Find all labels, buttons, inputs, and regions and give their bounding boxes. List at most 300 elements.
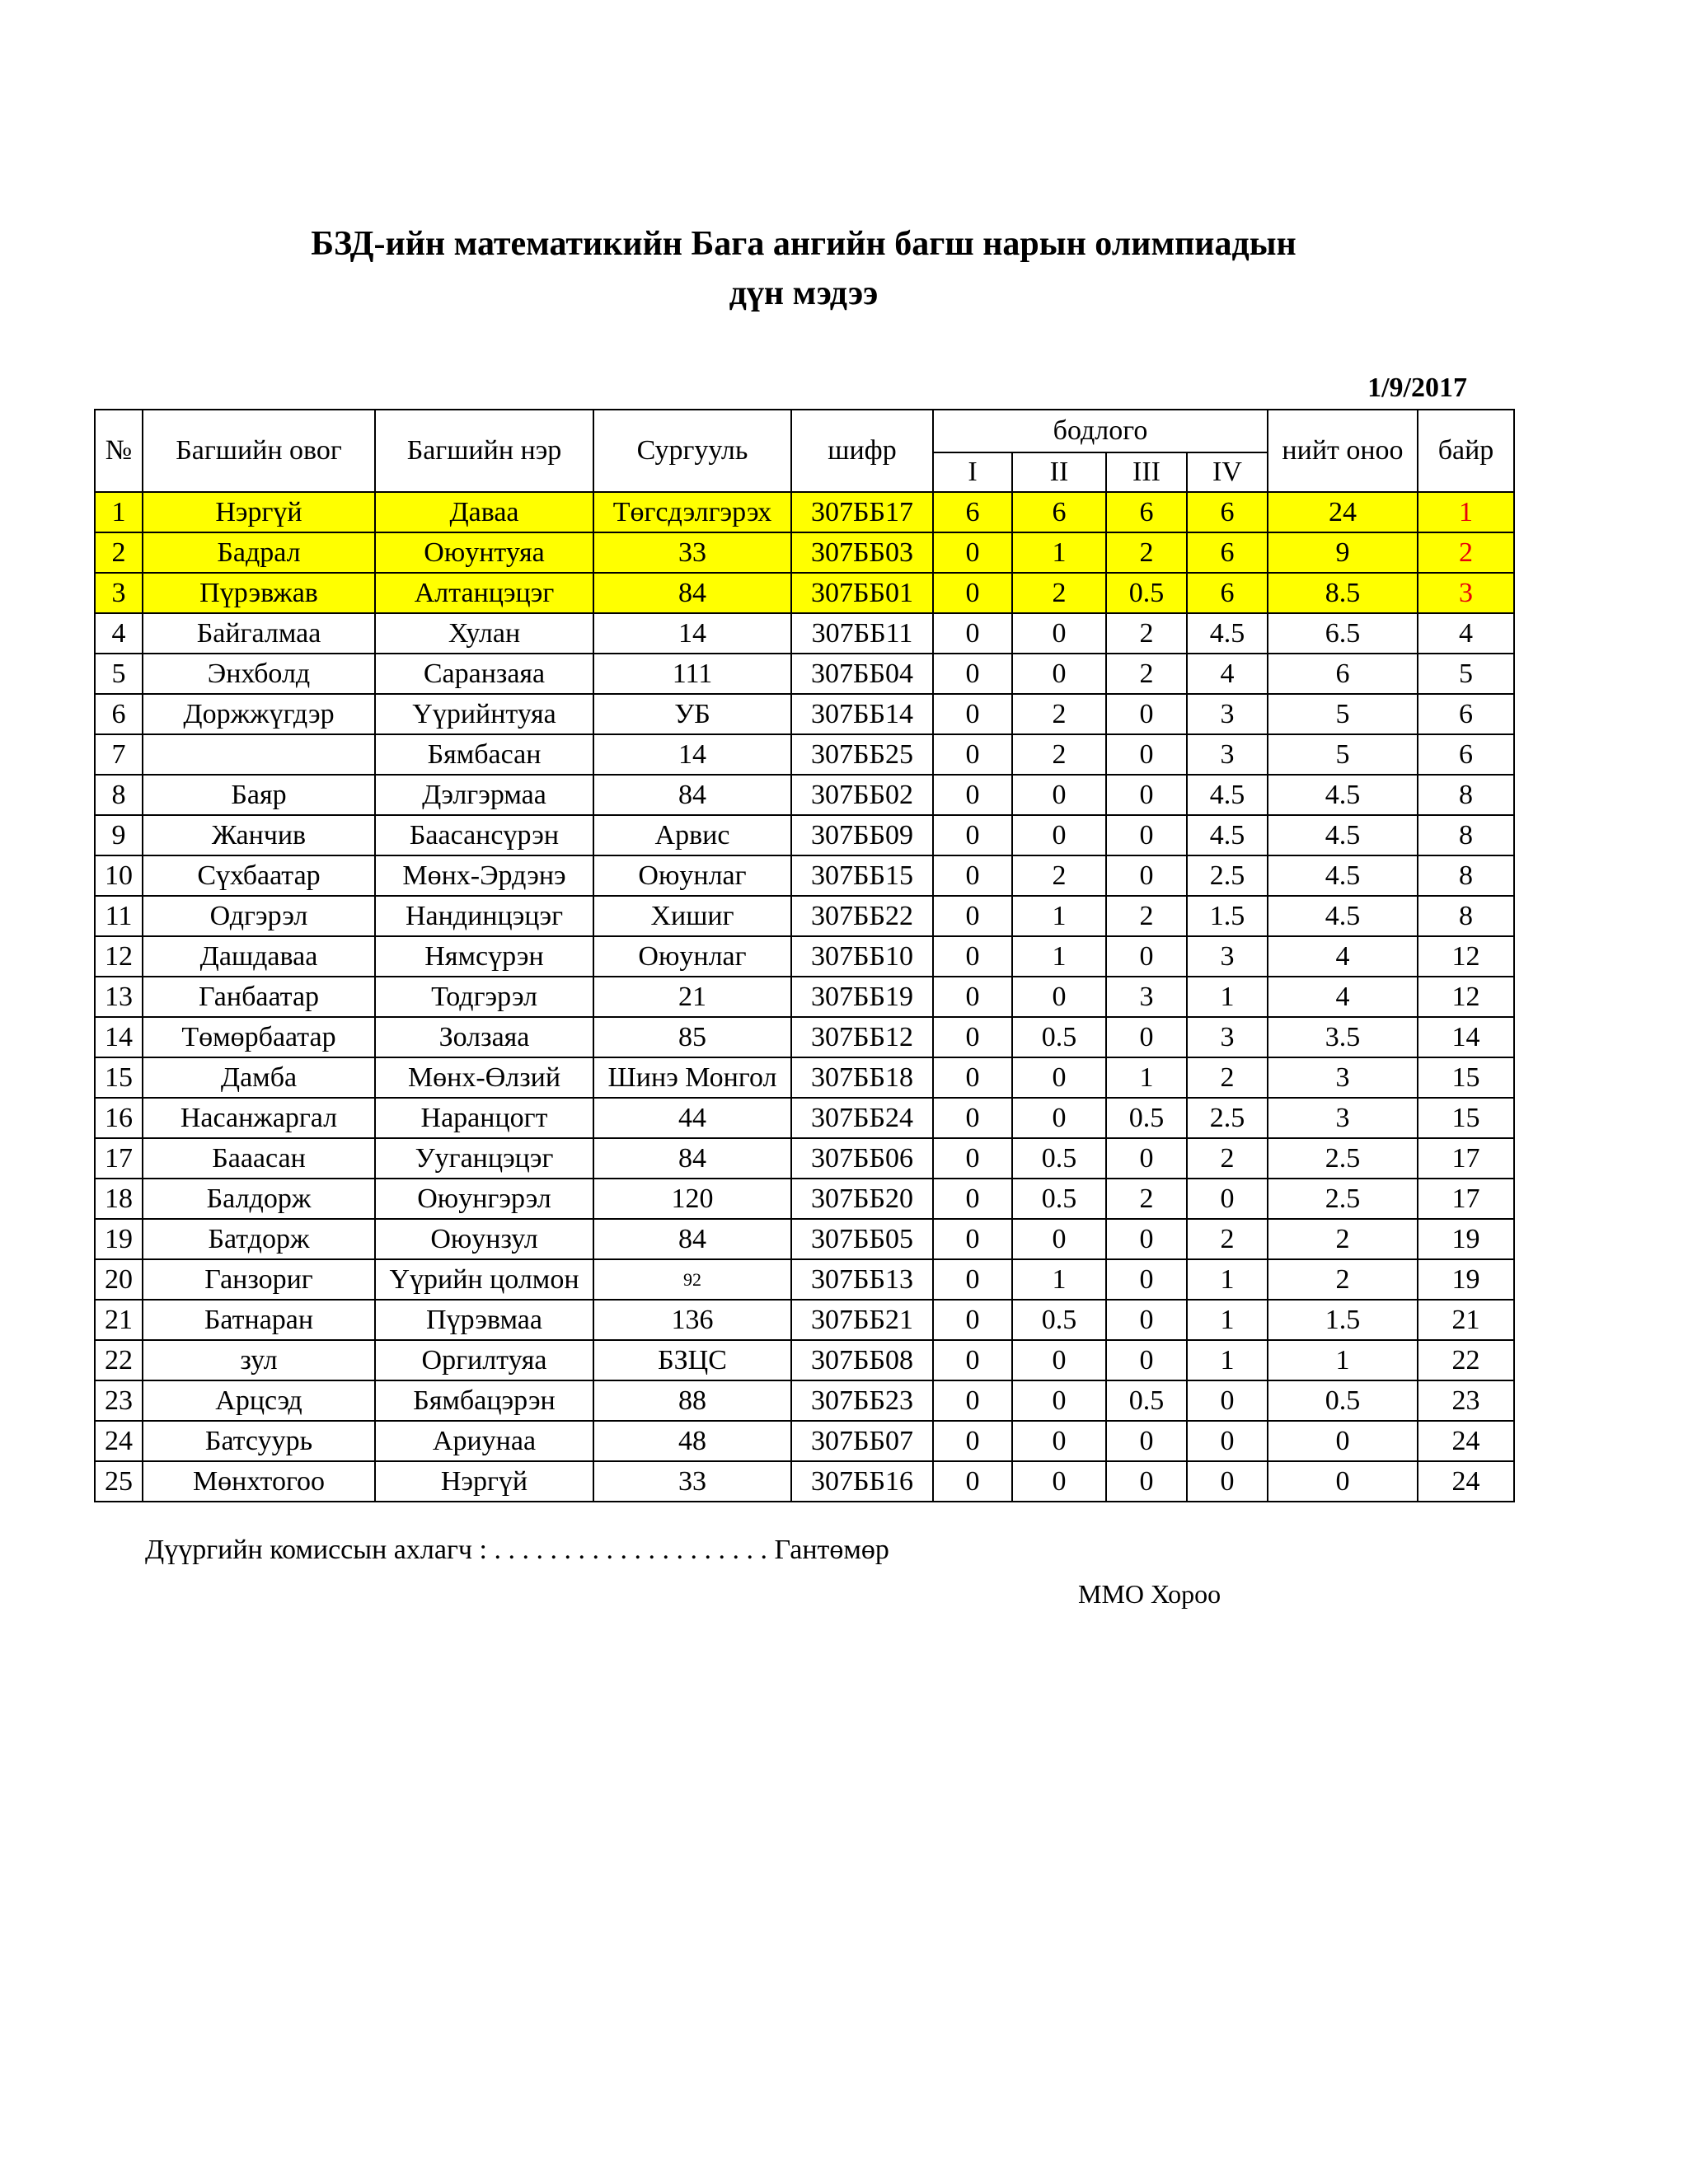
- cell-school: 84: [593, 1138, 791, 1179]
- cell-name: Үүрийн цолмон: [375, 1259, 593, 1300]
- cell-name: Нэргүй: [375, 1461, 593, 1502]
- cell-problem-3: 0: [1106, 1300, 1187, 1340]
- cell-total: 4.5: [1268, 896, 1418, 936]
- cell-surname: Доржжүгдэр: [143, 694, 375, 734]
- cell-rank: 23: [1418, 1380, 1514, 1421]
- cell-problem-4: 3: [1187, 734, 1268, 775]
- table-row: [95, 654, 1514, 694]
- cell-surname: Нэргүй: [143, 492, 375, 532]
- cell-name: Мөнх-Эрдэнэ: [375, 855, 593, 896]
- cell-rank: 6: [1418, 734, 1514, 775]
- cell-rank: 19: [1418, 1259, 1514, 1300]
- cell-surname: Мөнхтогоо: [143, 1461, 375, 1502]
- cell-code: 307ББ24: [791, 1098, 933, 1138]
- cell-problem-1: 0: [933, 775, 1012, 815]
- cell-problem-2: 0: [1012, 1461, 1106, 1502]
- cell-surname: Баяр: [143, 775, 375, 815]
- cell-rank: 8: [1418, 775, 1514, 815]
- cell-surname: Насанжаргал: [143, 1098, 375, 1138]
- cell-total: 4: [1268, 936, 1418, 977]
- cell-surname: Батдорж: [143, 1219, 375, 1259]
- cell-problem-2: 0.5: [1012, 1138, 1106, 1179]
- cell-problem-1: 0: [933, 855, 1012, 896]
- cell-problem-3: 0: [1106, 734, 1187, 775]
- table-row: [95, 1421, 1514, 1461]
- table-row: [95, 1300, 1514, 1340]
- cell-total: 3: [1268, 1098, 1418, 1138]
- cell-problem-2: 1: [1012, 1259, 1106, 1300]
- cell-problem-4: 6: [1187, 573, 1268, 613]
- cell-problem-1: 0: [933, 1259, 1012, 1300]
- cell-problem-3: 2: [1106, 896, 1187, 936]
- cell-name: Оргилтуяа: [375, 1340, 593, 1380]
- cell-problem-3: 6: [1106, 492, 1187, 532]
- table-row: [95, 896, 1514, 936]
- cell-surname: Батсуурь: [143, 1421, 375, 1461]
- cell-code: 307ББ03: [791, 532, 933, 573]
- table-row: [95, 1138, 1514, 1179]
- cell-code: 307ББ02: [791, 775, 933, 815]
- row-number: 25: [95, 1461, 143, 1502]
- cell-surname: Сүхбаатар: [143, 855, 375, 896]
- header-problems: бодлого: [933, 410, 1268, 452]
- row-number: 22: [95, 1340, 143, 1380]
- cell-problem-4: 2: [1187, 1138, 1268, 1179]
- document-subtitle: дүн мэдээ: [729, 274, 879, 312]
- cell-school: 85: [593, 1017, 791, 1057]
- cell-name: Хулан: [375, 613, 593, 654]
- cell-problem-2: 0: [1012, 1421, 1106, 1461]
- cell-code: 307ББ08: [791, 1340, 933, 1380]
- cell-problem-2: 0: [1012, 1057, 1106, 1098]
- cell-code: 307ББ15: [791, 855, 933, 896]
- header-surname: Багшийн овог: [143, 410, 375, 492]
- cell-total: 8.5: [1268, 573, 1418, 613]
- table-row: [95, 855, 1514, 896]
- cell-problem-1: 0: [933, 694, 1012, 734]
- cell-code: 307ББ13: [791, 1259, 933, 1300]
- cell-problem-2: 0.5: [1012, 1179, 1106, 1219]
- cell-problem-4: 0: [1187, 1461, 1268, 1502]
- cell-problem-2: 0: [1012, 1219, 1106, 1259]
- row-number: 21: [95, 1300, 143, 1340]
- cell-name: Наранцогт: [375, 1098, 593, 1138]
- cell-name: Даваа: [375, 492, 593, 532]
- cell-code: 307ББ07: [791, 1421, 933, 1461]
- cell-problem-4: 0: [1187, 1179, 1268, 1219]
- cell-problem-3: 0.5: [1106, 1380, 1187, 1421]
- row-number: 15: [95, 1057, 143, 1098]
- cell-name: Дэлгэрмаа: [375, 775, 593, 815]
- cell-surname: Ганбаатар: [143, 977, 375, 1017]
- cell-problem-1: 0: [933, 1421, 1012, 1461]
- cell-total: 5: [1268, 694, 1418, 734]
- cell-problem-4: 1: [1187, 1259, 1268, 1300]
- cell-problem-4: 4.5: [1187, 815, 1268, 855]
- cell-name: Алтанцэцэг: [375, 573, 593, 613]
- table-row: [95, 977, 1514, 1017]
- row-number: 8: [95, 775, 143, 815]
- header-problem-2: II: [1012, 452, 1106, 492]
- cell-problem-3: 0: [1106, 936, 1187, 977]
- table-row: [95, 573, 1514, 613]
- cell-rank: 14: [1418, 1017, 1514, 1057]
- cell-surname: Балдорж: [143, 1179, 375, 1219]
- cell-code: 307ББ14: [791, 694, 933, 734]
- cell-rank: 15: [1418, 1057, 1514, 1098]
- cell-problem-4: 2.5: [1187, 855, 1268, 896]
- cell-surname: Пүрэвжав: [143, 573, 375, 613]
- cell-school: 92: [593, 1259, 791, 1300]
- cell-problem-4: 1: [1187, 1340, 1268, 1380]
- cell-problem-1: 0: [933, 1219, 1012, 1259]
- table-row: [95, 936, 1514, 977]
- cell-rank: 8: [1418, 855, 1514, 896]
- cell-code: 307ББ10: [791, 936, 933, 977]
- cell-problem-2: 0: [1012, 1340, 1106, 1380]
- cell-surname: Жанчив: [143, 815, 375, 855]
- row-number: 11: [95, 896, 143, 936]
- cell-problem-1: 0: [933, 1340, 1012, 1380]
- cell-school: 84: [593, 1219, 791, 1259]
- cell-surname: Бааасан: [143, 1138, 375, 1179]
- cell-problem-3: 0: [1106, 775, 1187, 815]
- cell-problem-3: 2: [1106, 1179, 1187, 1219]
- cell-surname: зул: [143, 1340, 375, 1380]
- cell-problem-3: 0.5: [1106, 573, 1187, 613]
- cell-code: 307ББ06: [791, 1138, 933, 1179]
- cell-name: Ууганцэцэг: [375, 1138, 593, 1179]
- cell-problem-3: 2: [1106, 532, 1187, 573]
- cell-code: 307ББ12: [791, 1017, 933, 1057]
- cell-total: 9: [1268, 532, 1418, 573]
- row-number: 4: [95, 613, 143, 654]
- cell-rank: 15: [1418, 1098, 1514, 1138]
- cell-problem-3: 0: [1106, 855, 1187, 896]
- table-row: [95, 1259, 1514, 1300]
- cell-problem-2: 0: [1012, 815, 1106, 855]
- cell-school: 88: [593, 1380, 791, 1421]
- row-number: 24: [95, 1421, 143, 1461]
- cell-rank: 8: [1418, 896, 1514, 936]
- cell-problem-2: 0: [1012, 613, 1106, 654]
- cell-surname: Дашдаваа: [143, 936, 375, 977]
- cell-school: Оюунлаг: [593, 855, 791, 896]
- cell-surname: Арцсэд: [143, 1380, 375, 1421]
- cell-problem-1: 0: [933, 1300, 1012, 1340]
- row-number: 9: [95, 815, 143, 855]
- table-row: [95, 532, 1514, 573]
- cell-name: Бямбасан: [375, 734, 593, 775]
- row-number: 14: [95, 1017, 143, 1057]
- row-number: 19: [95, 1219, 143, 1259]
- cell-rank: 2: [1418, 532, 1514, 573]
- cell-problem-1: 0: [933, 1138, 1012, 1179]
- results-body: [95, 492, 1514, 1502]
- row-number: 12: [95, 936, 143, 977]
- cell-problem-3: 3: [1106, 977, 1187, 1017]
- cell-name: Үүрийнтуяа: [375, 694, 593, 734]
- cell-school: Хишиг: [593, 896, 791, 936]
- cell-school: 14: [593, 734, 791, 775]
- header-name: Багшийн нэр: [375, 410, 593, 492]
- cell-problem-3: 0: [1106, 1138, 1187, 1179]
- cell-school: 21: [593, 977, 791, 1017]
- cell-name: Нямсүрэн: [375, 936, 593, 977]
- cell-problem-3: 0: [1106, 815, 1187, 855]
- header-code: шифр: [791, 410, 933, 492]
- cell-problem-1: 0: [933, 654, 1012, 694]
- row-number: 7: [95, 734, 143, 775]
- cell-problem-2: 0: [1012, 775, 1106, 815]
- cell-problem-3: 0: [1106, 1421, 1187, 1461]
- table-row: [95, 734, 1514, 775]
- cell-problem-2: 1: [1012, 532, 1106, 573]
- cell-problem-2: 2: [1012, 855, 1106, 896]
- cell-problem-1: 0: [933, 734, 1012, 775]
- cell-problem-1: 0: [933, 573, 1012, 613]
- cell-problem-2: 1: [1012, 896, 1106, 936]
- cell-code: 307ББ01: [791, 573, 933, 613]
- table-row: [95, 815, 1514, 855]
- cell-total: 1: [1268, 1340, 1418, 1380]
- cell-problem-3: 0: [1106, 694, 1187, 734]
- cell-total: 3: [1268, 1057, 1418, 1098]
- cell-problem-1: 6: [933, 492, 1012, 532]
- cell-problem-1: 0: [933, 1380, 1012, 1421]
- cell-problem-3: 2: [1106, 613, 1187, 654]
- row-number: 16: [95, 1098, 143, 1138]
- cell-problem-1: 0: [933, 1179, 1012, 1219]
- cell-problem-4: 4.5: [1187, 775, 1268, 815]
- table-row: [95, 1057, 1514, 1098]
- cell-total: 0: [1268, 1421, 1418, 1461]
- cell-problem-2: 0: [1012, 1098, 1106, 1138]
- cell-total: 4.5: [1268, 815, 1418, 855]
- cell-problem-3: 0: [1106, 1340, 1187, 1380]
- header-school: Сургууль: [593, 410, 791, 492]
- cell-total: 3.5: [1268, 1017, 1418, 1057]
- cell-problem-3: 0: [1106, 1461, 1187, 1502]
- cell-problem-2: 0: [1012, 977, 1106, 1017]
- cell-problem-3: 1: [1106, 1057, 1187, 1098]
- cell-problem-4: 0: [1187, 1380, 1268, 1421]
- commission-signature-line: Дүүргийн комиссын ахлагч : . . . . . . . . . . . . . . . . . . . . Гантөмөр: [145, 1535, 889, 1565]
- cell-name: Золзаяа: [375, 1017, 593, 1057]
- cell-surname: Батнаран: [143, 1300, 375, 1340]
- cell-rank: 22: [1418, 1340, 1514, 1380]
- cell-problem-2: 0.5: [1012, 1017, 1106, 1057]
- row-number: 13: [95, 977, 143, 1017]
- cell-school: 84: [593, 775, 791, 815]
- cell-problem-4: 6: [1187, 492, 1268, 532]
- row-number: 5: [95, 654, 143, 694]
- cell-rank: 12: [1418, 936, 1514, 977]
- cell-rank: 24: [1418, 1421, 1514, 1461]
- cell-surname: [143, 734, 375, 775]
- cell-rank: 12: [1418, 977, 1514, 1017]
- cell-rank: 1: [1418, 492, 1514, 532]
- cell-problem-2: 1: [1012, 936, 1106, 977]
- cell-surname: Ганзориг: [143, 1259, 375, 1300]
- cell-rank: 17: [1418, 1179, 1514, 1219]
- cell-problem-1: 0: [933, 1017, 1012, 1057]
- table-row: [95, 1380, 1514, 1421]
- cell-rank: 21: [1418, 1300, 1514, 1340]
- cell-problem-2: 2: [1012, 734, 1106, 775]
- cell-school: БЗЦС: [593, 1340, 791, 1380]
- row-number: 23: [95, 1380, 143, 1421]
- cell-problem-4: 3: [1187, 694, 1268, 734]
- cell-problem-4: 4: [1187, 654, 1268, 694]
- cell-school: 33: [593, 532, 791, 573]
- cell-code: 307ББ20: [791, 1179, 933, 1219]
- cell-name: Тодгэрэл: [375, 977, 593, 1017]
- results-table: [94, 409, 1515, 1502]
- document-title: БЗД-ийн математикийн Бага ангийн багш нарын олимпиадын: [311, 225, 1296, 263]
- header-num: №: [95, 410, 143, 492]
- cell-problem-4: 2: [1187, 1219, 1268, 1259]
- row-number: 2: [95, 532, 143, 573]
- cell-code: 307ББ05: [791, 1219, 933, 1259]
- cell-problem-1: 0: [933, 1057, 1012, 1098]
- cell-code: 307ББ25: [791, 734, 933, 775]
- cell-school: УБ: [593, 694, 791, 734]
- cell-name: Оюунтуяа: [375, 532, 593, 573]
- cell-name: Ариунаа: [375, 1421, 593, 1461]
- table-row: [95, 1340, 1514, 1380]
- cell-rank: 19: [1418, 1219, 1514, 1259]
- cell-rank: 4: [1418, 613, 1514, 654]
- cell-total: 0: [1268, 1461, 1418, 1502]
- cell-code: 307ББ21: [791, 1300, 933, 1340]
- cell-name: Пүрэвмаа: [375, 1300, 593, 1340]
- cell-code: 307ББ11: [791, 613, 933, 654]
- cell-total: 2.5: [1268, 1179, 1418, 1219]
- cell-surname: Энхболд: [143, 654, 375, 694]
- row-number: 3: [95, 573, 143, 613]
- cell-school: 84: [593, 573, 791, 613]
- cell-total: 24: [1268, 492, 1418, 532]
- cell-problem-4: 3: [1187, 1017, 1268, 1057]
- cell-problem-4: 1: [1187, 1300, 1268, 1340]
- cell-rank: 6: [1418, 694, 1514, 734]
- cell-problem-3: 0: [1106, 1259, 1187, 1300]
- cell-total: 6: [1268, 654, 1418, 694]
- cell-problem-3: 0.5: [1106, 1098, 1187, 1138]
- cell-code: 307ББ19: [791, 977, 933, 1017]
- cell-problem-2: 0.5: [1012, 1300, 1106, 1340]
- cell-name: Баасансүрэн: [375, 815, 593, 855]
- cell-rank: 3: [1418, 573, 1514, 613]
- cell-school: 33: [593, 1461, 791, 1502]
- cell-code: 307ББ17: [791, 492, 933, 532]
- cell-total: 1.5: [1268, 1300, 1418, 1340]
- row-number: 1: [95, 492, 143, 532]
- cell-school: Оюунлаг: [593, 936, 791, 977]
- table-row: [95, 1179, 1514, 1219]
- cell-problem-4: 6: [1187, 532, 1268, 573]
- cell-total: 2: [1268, 1219, 1418, 1259]
- row-number: 6: [95, 694, 143, 734]
- cell-problem-4: 1: [1187, 977, 1268, 1017]
- cell-name: Бямбацэрэн: [375, 1380, 593, 1421]
- row-number: 18: [95, 1179, 143, 1219]
- cell-total: 4: [1268, 977, 1418, 1017]
- table-row: [95, 1098, 1514, 1138]
- cell-school: Төгсдэлгэрэх: [593, 492, 791, 532]
- cell-problem-4: 4.5: [1187, 613, 1268, 654]
- table-row: [95, 1017, 1514, 1057]
- cell-total: 2.5: [1268, 1138, 1418, 1179]
- cell-name: Саранзаяа: [375, 654, 593, 694]
- cell-problem-1: 0: [933, 815, 1012, 855]
- cell-problem-1: 0: [933, 977, 1012, 1017]
- header-problem-4: IV: [1187, 452, 1268, 492]
- table-row: [95, 613, 1514, 654]
- cell-school: 111: [593, 654, 791, 694]
- cell-problem-2: 6: [1012, 492, 1106, 532]
- cell-problem-2: 2: [1012, 694, 1106, 734]
- cell-problem-2: 0: [1012, 1380, 1106, 1421]
- cell-code: 307ББ23: [791, 1380, 933, 1421]
- cell-surname: Одгэрэл: [143, 896, 375, 936]
- cell-school: 44: [593, 1098, 791, 1138]
- cell-code: 307ББ09: [791, 815, 933, 855]
- cell-problem-4: 2: [1187, 1057, 1268, 1098]
- row-number: 10: [95, 855, 143, 896]
- cell-total: 4.5: [1268, 775, 1418, 815]
- header-total: нийт оноо: [1268, 410, 1418, 492]
- cell-problem-3: 0: [1106, 1219, 1187, 1259]
- table-row: [95, 492, 1514, 532]
- header-rank: байр: [1418, 410, 1514, 492]
- cell-rank: 8: [1418, 815, 1514, 855]
- row-number: 20: [95, 1259, 143, 1300]
- cell-surname: Байгалмаа: [143, 613, 375, 654]
- cell-school: 136: [593, 1300, 791, 1340]
- cell-rank: 24: [1418, 1461, 1514, 1502]
- report-date: 1/9/2017: [1367, 373, 1467, 403]
- cell-problem-1: 0: [933, 936, 1012, 977]
- cell-problem-4: 2.5: [1187, 1098, 1268, 1138]
- cell-problem-3: 0: [1106, 1017, 1187, 1057]
- table-row: [95, 1219, 1514, 1259]
- cell-problem-4: 3: [1187, 936, 1268, 977]
- table-row: [95, 694, 1514, 734]
- cell-school: 120: [593, 1179, 791, 1219]
- cell-total: 2: [1268, 1259, 1418, 1300]
- cell-rank: 17: [1418, 1138, 1514, 1179]
- cell-problem-4: 0: [1187, 1421, 1268, 1461]
- cell-problem-1: 0: [933, 896, 1012, 936]
- cell-name: Оюунгэрэл: [375, 1179, 593, 1219]
- cell-total: 0.5: [1268, 1380, 1418, 1421]
- cell-name: Нандинцэцэг: [375, 896, 593, 936]
- cell-code: 307ББ16: [791, 1461, 933, 1502]
- cell-problem-1: 0: [933, 532, 1012, 573]
- cell-name: Мөнх-Өлзий: [375, 1057, 593, 1098]
- cell-problem-2: 2: [1012, 573, 1106, 613]
- cell-total: 4.5: [1268, 855, 1418, 896]
- cell-school: 14: [593, 613, 791, 654]
- cell-problem-1: 0: [933, 613, 1012, 654]
- header-problem-3: III: [1106, 452, 1187, 492]
- cell-code: 307ББ22: [791, 896, 933, 936]
- row-number: 17: [95, 1138, 143, 1179]
- cell-surname: Дамба: [143, 1057, 375, 1098]
- cell-school: Шинэ Монгол: [593, 1057, 791, 1098]
